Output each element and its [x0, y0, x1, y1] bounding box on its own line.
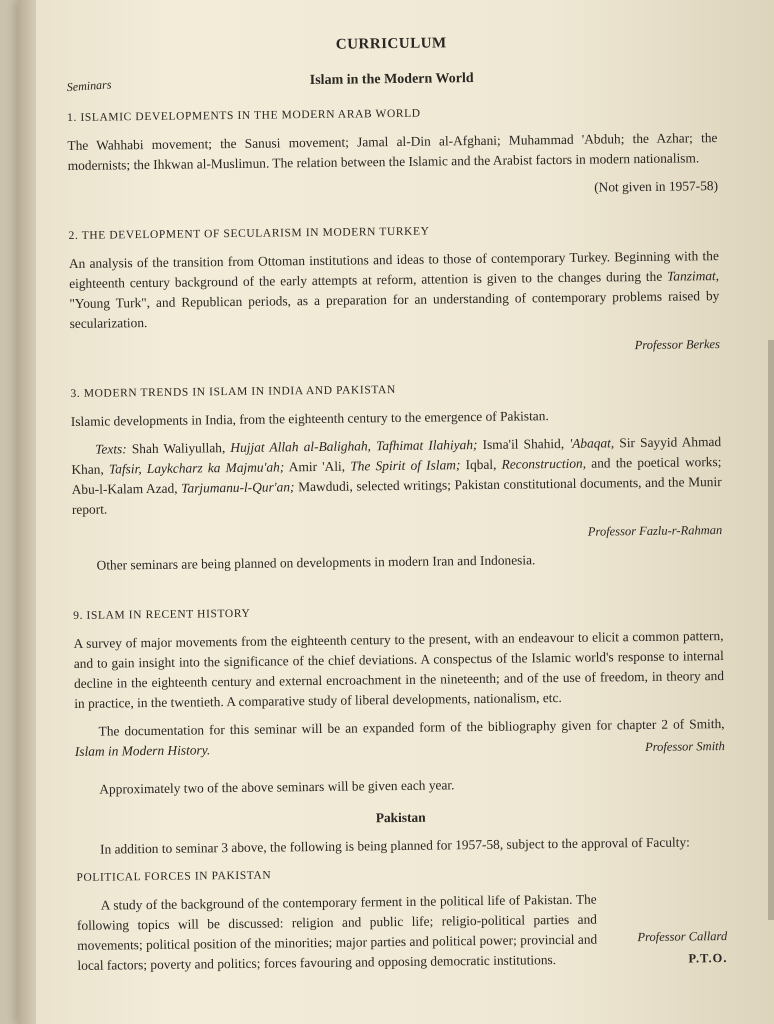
political-forces-body: A study of the background of the contemporary ferment in the political life of Pakistan. The following topics will be discussed: religion and public life; religio-political parties and movements; political position of the minorities; major parties and political power; provincial and local factors; poverty and politics; forces favouring and opposing democratic institutions.: [76, 891, 598, 973]
section-3-heading: 3. MODERN TRENDS IN ISLAM IN INDIA AND PAKISTAN: [70, 383, 396, 400]
page-title: CURRICULUM: [335, 35, 447, 53]
subtitle-row: [66, 58, 716, 95]
section-2-body: An analysis of the transition from Ottoman institutions and ideas to those of contemporary Turkey. Beginning with the eighteenth century background of the early attempts at reform, attention is given to the changes during the Tanzimat, "Young Turk", and Republican periods, as a preparation for an understanding of contemporary problems raised by secularization.: [68, 248, 720, 331]
section-3-professor: Professor Fazlu-r-Rahman: [587, 523, 723, 539]
approx-seminars-note: Approximately two of the above seminars will be given each year.: [99, 777, 455, 797]
section-1-note: (Not given in 1957-58): [594, 178, 719, 195]
section-3-intro: Islamic developments in India, from the eighteenth century to the emergence of Pakistan.: [70, 408, 549, 429]
pakistan-heading: Pakistan: [375, 809, 426, 826]
document-content: [66, 18, 728, 976]
other-seminars-note: Other seminars are being planned on developments in modern Iran and Indonesia.: [96, 552, 536, 573]
section-1-heading: 1. ISLAMIC DEVELOPMENTS IN THE MODERN ARAB WORLD: [67, 107, 421, 124]
section-9-professor: Professor Smith: [645, 739, 725, 754]
section-2-heading: 2. THE DEVELOPMENT OF SECULARISM IN MODERN TURKEY: [68, 225, 430, 242]
section-9-heading: 9. ISLAM IN RECENT HISTORY: [73, 607, 251, 622]
page-edge-right: [768, 340, 774, 920]
section-9-documentation: The documentation for this seminar will be an expanded form of the bibliography given for chapter 2 of Smith, Islam in Modern History.: [74, 716, 725, 759]
page-edge-left: [18, 0, 36, 1024]
political-forces-heading: POLITICAL FORCES IN PAKISTAN: [76, 869, 272, 884]
section-1-body: The Wahhabi movement; the Sanusi movement; Jamal al-Din al-Afghani; Muhammad 'Abduh; the Azhar; the modernists; the Ihkwan al-Muslimun. The relation between the Islamic and the Arabist factors in modern nationalism.: [67, 130, 718, 173]
pakistan-intro: In addition to seminar 3 above, the following is being planned for 1957-58, subject to the approval of Faculty:: [99, 834, 690, 857]
pakistan-professor: Professor Callard: [637, 928, 728, 945]
seminars-label: Seminars: [66, 77, 112, 95]
section-3-texts: Texts: Shah Waliyullah, Hujjat Allah al-Balighah, Tafhimat Ilahiyah; Isma'il Shahid, 'Abaqat, Sir Sayyid Ahmad Khan, Tafsir, Laykcharz ka Majmu'ah; Amir 'Ali, The Spirit of Islam; Iqbal, Reconstruction, and the poetical works; Abu-l-Kalam Azad, Tarjumanu-l-Qur'an; Mawdudi, selected writings; Pakistan constitutional documents, and the Munir report.: [71, 434, 722, 517]
pto-label: P.T.O.: [688, 950, 728, 966]
section-9-body: A survey of major movements from the eighteenth century to the present, with an endeavour to elicit a common pattern, and to gain insight into the significance of the chief deviations. A conspectus of the Islamic world's response to internal decline in the eighteenth century and external encroachment in the nineteenth; and of the use of freedom, in theory and in practice, in the twentieth. A comparative study of liberal developments, nationalism, etc.: [73, 628, 725, 711]
page-subtitle: Islam in the Modern World: [309, 71, 474, 89]
document-page: [18, 0, 774, 1024]
section-2-professor: Professor Berkes: [634, 337, 721, 353]
